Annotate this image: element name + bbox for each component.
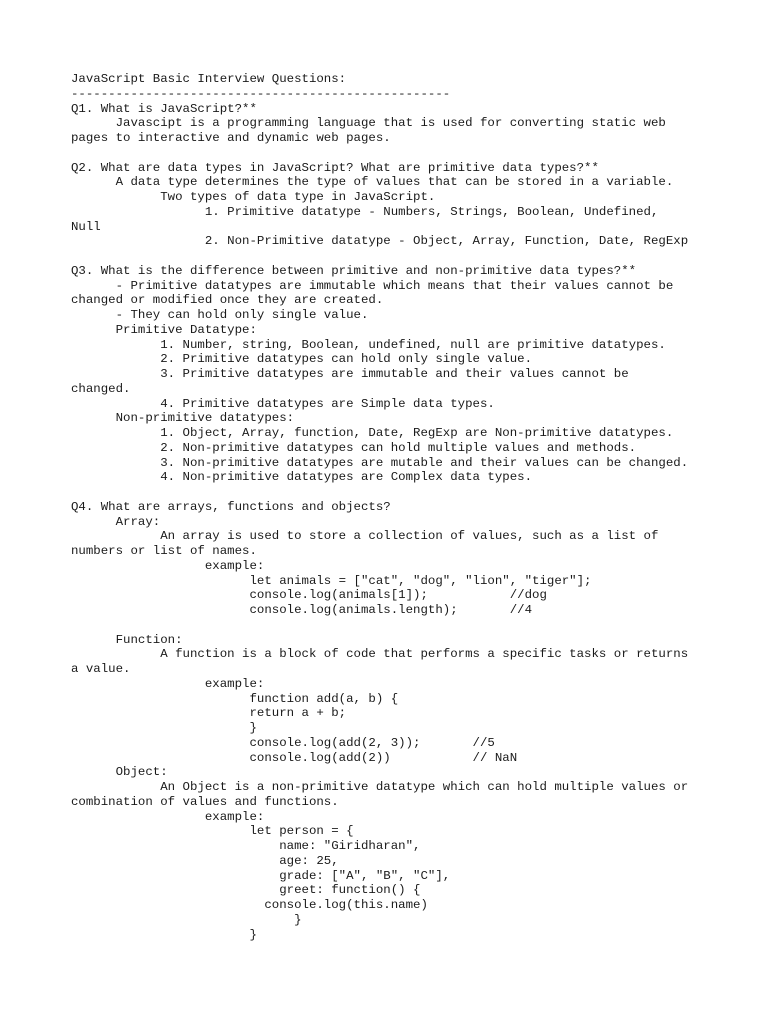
text-line: name: "Giridharan", [71,839,421,853]
text-line: Primitive Datatype: [71,322,257,337]
text-line: - Primitive datatypes are immutable which means that their values cannot be [71,278,674,293]
text-line: 4. Primitive datatypes are Simple data types. [71,396,495,411]
text-line: 1. Number, string, Boolean, undefined, null are primitive datatypes. [71,337,666,352]
text-line: combination of values and functions. [71,794,339,809]
text-line: console.log(add(2, 3)); //5 [71,735,495,750]
text-line: } [71,927,257,942]
text-line: 4. Non-primitive datatypes are Complex data types. [71,470,533,485]
text-line: } [71,912,302,927]
blank-line [71,485,701,500]
text-line: An Object is a non-primitive datatype which can hold multiple values or [71,780,689,794]
text-line: 1. Primitive datatype - Numbers, Strings, Boolean, Undefined, [71,204,659,219]
blank-line [71,146,701,161]
blank-line [71,618,701,633]
text-line: greet: function() { [71,883,421,898]
text-line: grade: ["A", "B", "C"], [71,868,451,883]
text-line: console.log(animals.length); //4 [71,603,533,617]
text-line: Null [71,219,101,234]
text-line: console.log(add(2)) // NaN [71,750,518,765]
text-line: Two types of data type in JavaScript. [71,190,436,204]
text-line: 3. Primitive datatypes are immutable and their values cannot be [71,367,629,381]
text-line: numbers or list of names. [71,544,257,558]
text-line: An array is used to store a collection of values, such as a list of [71,529,659,544]
text-line: Non-primitive datatypes: [71,411,295,426]
text-line: Q4. What are arrays, functions and objects? [71,499,391,514]
text-line: 2. Primitive datatypes can hold only single value. [71,352,533,367]
text-line: A function is a block of code that performs a specific tasks or returns [71,647,689,662]
text-line: - They can hold only single value. [71,308,369,322]
text-line: function add(a, b) { [71,691,399,706]
text-line: console.log(this.name) [71,898,428,912]
text-line: let person = { [71,824,354,839]
text-line: Function: [71,632,183,647]
text-line: } [71,721,257,735]
text-line: a value. [71,662,131,676]
text-line: 2. Non-primitive datatypes can hold multiple values and methods. [71,440,637,455]
text-line: --------------------------------------------------- [71,86,451,101]
text-line: Javascipt is a programming language that is used for converting static web [71,116,666,131]
text-line: Array: [71,514,161,529]
text-line: changed or modified once they are created. [71,293,384,308]
text-line: A data type determines the type of values that can be stored in a variable. [71,175,674,190]
text-line: let animals = ["cat", "dog", "lion", "tiger"]; [71,573,592,588]
text-line: changed. [71,381,131,396]
text-line: 2. Non-Primitive datatype - Object, Array, Function, Date, RegExp [71,234,689,249]
text-line: 3. Non-primitive datatypes are mutable and their values can be changed. [71,455,689,470]
text-line: Q2. What are data types in JavaScript? What are primitive data types?** [71,160,599,175]
text-line: Q1. What is JavaScript?** [71,101,257,116]
text-line: return a + b; [71,706,347,721]
blank-line [71,249,701,264]
text-line: JavaScript Basic Interview Questions: [71,72,347,86]
text-line: pages to interactive and dynamic web pages. [71,131,391,145]
text-line: age: 25, [71,853,339,868]
text-line: Q3. What is the difference between primitive and non-primitive data types?** [71,263,637,278]
document-body [71,72,701,942]
text-line: example: [71,809,265,824]
text-line: example: [71,676,265,691]
text-line: Object: [71,765,168,780]
text-line: example: [71,558,265,573]
text-line: console.log(animals[1]); //dog [71,588,547,603]
text-line: 1. Object, Array, function, Date, RegExp are Non-primitive datatypes. [71,426,674,440]
